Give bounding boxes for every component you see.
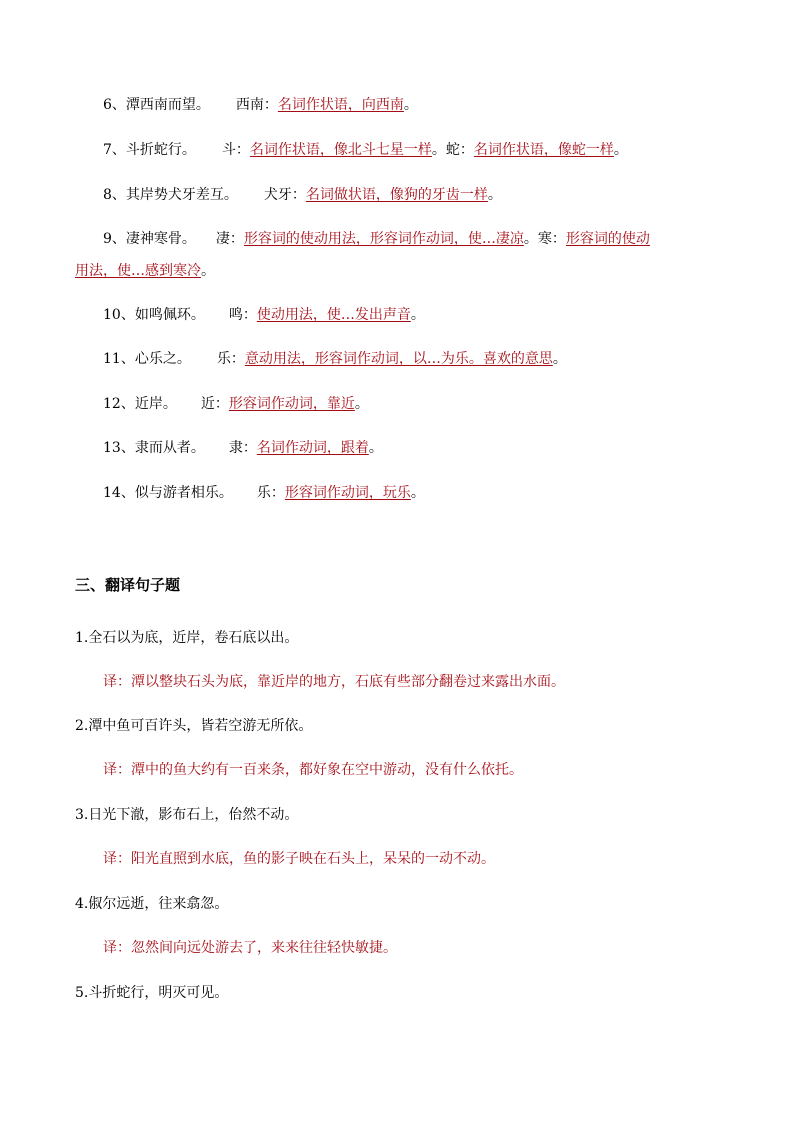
section-heading: 三、翻译句子题: [75, 576, 181, 594]
item-10: [103, 305, 425, 325]
translation-text: 潭以整块石头为底，靠近岸的地方，石底有些部分翻卷过来露出水面。: [131, 674, 565, 690]
punctuation: 。: [431, 142, 446, 158]
keyword: 乐：: [256, 485, 285, 501]
item-13: [103, 438, 383, 458]
answer: 名词作状语，像蛇一样: [473, 142, 614, 158]
keyword: 隶：: [228, 440, 257, 456]
item-9-continued: [75, 261, 215, 281]
item-12: [103, 394, 369, 414]
sentence-4: 4.俶尔远逝，往来翕忽。: [75, 896, 229, 912]
punctuation: 。: [403, 97, 418, 113]
answer: 使动用法，使…发出声音: [256, 307, 411, 323]
item-number: 9、: [103, 231, 126, 247]
translation-label: 译：: [103, 762, 131, 778]
answer: 用法，使…感到寒冷: [75, 263, 201, 279]
item-phrase: 如鸣佩环。: [134, 307, 205, 323]
item-phrase: 近岸。: [134, 396, 177, 412]
translation-label: 译：: [103, 674, 131, 690]
item-11: [103, 349, 567, 369]
translation-label: 译：: [103, 851, 131, 867]
translation-label: 译：: [103, 940, 131, 956]
punctuation: 。: [410, 485, 425, 501]
item-9: [103, 229, 650, 249]
item-number: 10、: [103, 307, 135, 323]
keyword: 西南：: [235, 97, 278, 113]
answer: 名词作状语，向西南: [277, 97, 404, 113]
item-phrase: 潭西南而望。: [125, 97, 210, 113]
keyword: 近：: [200, 396, 229, 412]
item-number: 11、: [103, 351, 135, 367]
translation-1: [103, 672, 565, 692]
punctuation: 。: [354, 396, 369, 412]
item-phrase: 心乐之。: [134, 351, 191, 367]
punctuation: 。: [552, 351, 567, 367]
item-6: [103, 95, 418, 115]
translation-text: 阳光直照到水底，鱼的影子映在石头上，呆呆的一动不动。: [131, 851, 495, 867]
answer: 形容词的使动: [565, 231, 650, 247]
item-phrase: 斗折蛇行。: [125, 142, 196, 158]
item-number: 12、: [103, 396, 135, 412]
keyword: 蛇：: [445, 142, 474, 158]
item-14: [103, 483, 425, 503]
item-phrase: 似与游者相乐。: [134, 485, 233, 501]
item-number: 7、: [103, 142, 126, 158]
answer: 形容词作动词，靠近: [228, 396, 355, 412]
answer: 名词做状语，像狗的牙齿一样: [305, 187, 488, 203]
translation-3: [103, 849, 495, 869]
item-7: [103, 140, 628, 160]
item-number: 13、: [103, 440, 135, 456]
punctuation: 。: [368, 440, 383, 456]
sentence-2: 2.潭中鱼可百许头，皆若空游无所依。: [75, 718, 313, 734]
keyword: 乐：: [216, 351, 245, 367]
item-phrase: 隶而从者。: [134, 440, 205, 456]
punctuation: 。: [410, 307, 425, 323]
sentence-5: 5.斗折蛇行，明灭可见。: [75, 985, 229, 1001]
keyword: 犬牙：: [263, 187, 306, 203]
translation-text: 潭中的鱼大约有一百来条，都好象在空中游动，没有什么依托。: [131, 762, 523, 778]
answer: 名词作动词，跟着: [256, 440, 369, 456]
item-number: 6、: [103, 97, 126, 113]
sentence-1: 1.全石以为底，近岸，卷石底以出。: [75, 630, 299, 646]
translation-2: [103, 760, 523, 780]
answer: 形容词的使动用法，形容词作动词，使…凄凉: [243, 231, 524, 247]
keyword: 鸣：: [228, 307, 257, 323]
sentence-3: 3.日光下澈，影布石上，佁然不动。: [75, 807, 299, 823]
item-8: [103, 185, 502, 205]
item-number: 8、: [103, 187, 126, 203]
item-number: 14、: [103, 485, 135, 501]
answer: 意动用法，形容词作动词，以…为乐。喜欢的意思: [244, 351, 553, 367]
answer: 名词作状语，像北斗七星一样: [249, 142, 432, 158]
punctuation: 。: [613, 142, 628, 158]
answer: 形容词作动词，玩乐: [284, 485, 411, 501]
keyword: 凄：: [215, 231, 244, 247]
punctuation: 。: [523, 231, 538, 247]
punctuation: 。: [201, 263, 215, 279]
translation-4: [103, 938, 397, 958]
keyword: 斗：: [221, 142, 250, 158]
translation-text: 忽然间向远处游去了，来来往往轻快敏捷。: [131, 940, 397, 956]
keyword: 寒：: [537, 231, 566, 247]
punctuation: 。: [487, 187, 502, 203]
item-phrase: 其岸势犬牙差互。: [125, 187, 238, 203]
item-phrase: 凄神寒骨。: [125, 231, 196, 247]
